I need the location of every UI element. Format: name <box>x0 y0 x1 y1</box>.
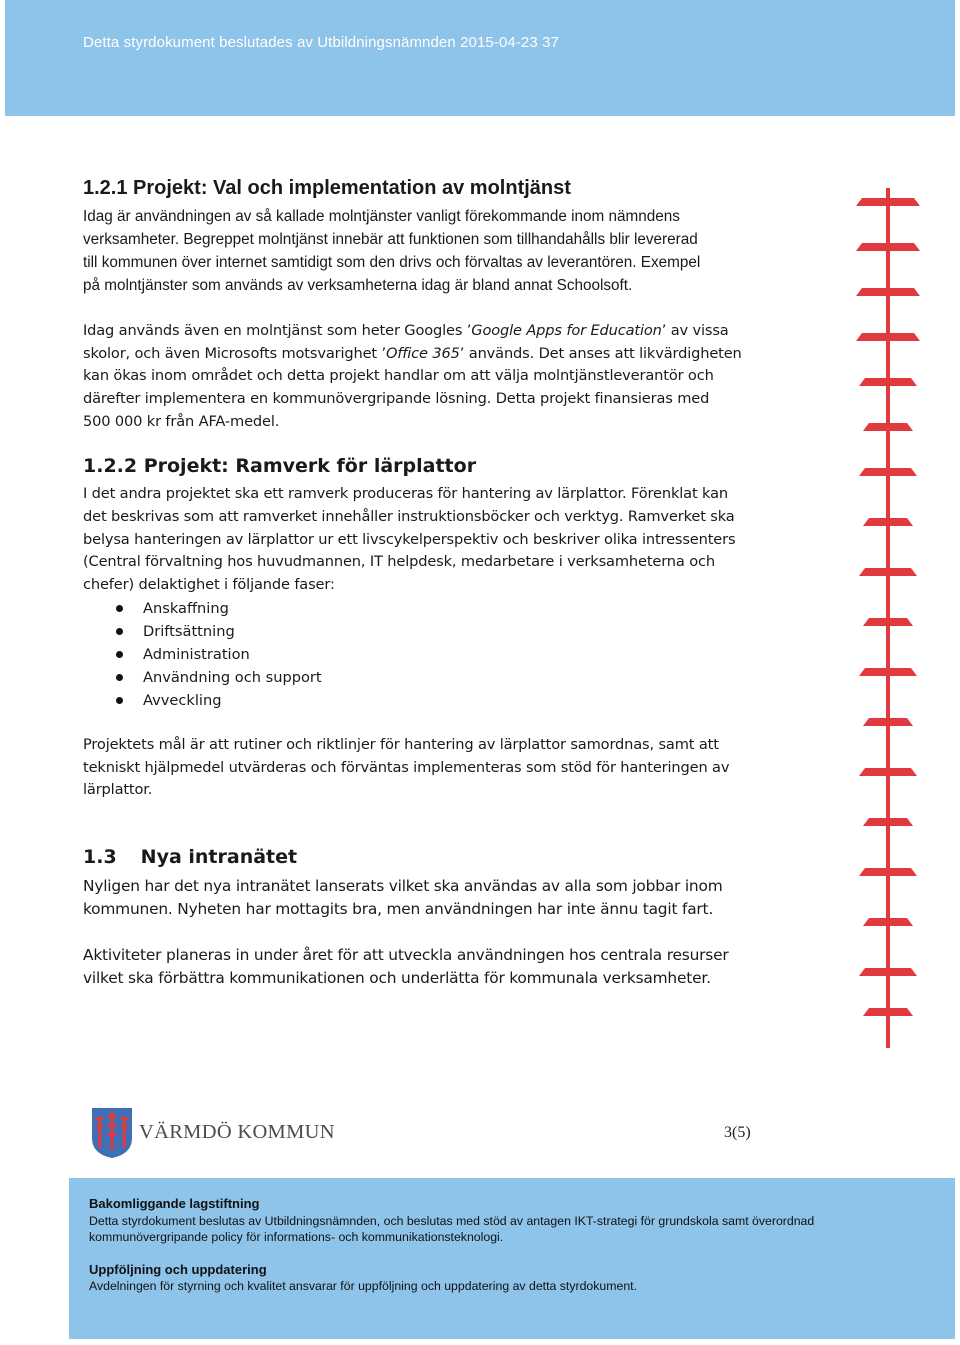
footer-content <box>89 1196 889 1295</box>
list-item: Användning och support <box>83 666 773 689</box>
section-heading-13: 1.3 Nya intranätet <box>83 845 298 868</box>
tower-crossbar <box>856 198 920 206</box>
tower-crossbar <box>856 333 920 341</box>
varmdo-kommun-logo <box>92 1108 342 1158</box>
tower-crossbar <box>856 243 920 251</box>
tower-crossbar <box>863 918 913 926</box>
footer-heading-followup: Uppföljning och uppdatering <box>89 1261 267 1277</box>
tower-crossbar <box>863 518 913 526</box>
tower-crossbar <box>863 718 913 726</box>
tower-crossbar <box>863 1008 913 1016</box>
section-122-paragraph-1: I det andra projektet ska ett ramverk produceras för hantering av lärplattor. Förenklat kan det beskrivas som att ramverket innehåller instruktionsböcker och verktyg. Ramverket ska belysa hanteringen av lärplattor ur ett livscykelperspektiv och beskriver olika intressenters (Central förvaltning hos huvudmannen, IT helpdesk, medarbetare i verksamheterna och chefer) delaktighet i följande faser: <box>83 485 736 594</box>
tower-crossbar <box>859 568 917 576</box>
header-band <box>5 0 955 116</box>
page-number: 3(5) <box>724 1124 751 1141</box>
list-item: Avveckling <box>83 689 773 712</box>
main-content <box>83 176 773 990</box>
footer-band <box>69 1178 955 1339</box>
header-text: Detta styrdokument beslutades av Utbildningsnämnden 2015-04-23 37 <box>83 34 559 51</box>
tower-crossbar <box>863 618 913 626</box>
section-121-paragraph-1: Idag är användningen av så kallade molntjänster vanligt förekommande inom nämndens verksamheter. Begreppet molntjänst innebär att funktionen som tillhandahålls blir levererad till kommunen över internet samtidigt som den drivs och förvaltas av leverantören. Exempel på molntjänster som används av verksamheterna idag är bland annat Schoolsoft. <box>83 208 701 294</box>
section-121-paragraph-2: Idag används även en molntjänst som heter Googles ’Google Apps for Education’ av vissa skolor, och även Microsofts motsvarighet ’Office 365’ används. Det anses att likvärdigheten kan ökas inom området och detta projekt handlar om att välja molntjänstleverantör och därefter implementera en kommunövergripande lösning. Detta projekt finansieras med 500 000 kr från AFA-medel. <box>83 322 742 430</box>
logo-text: VÄRMDÖ KOMMUN <box>139 1121 335 1143</box>
phase-list <box>83 597 773 712</box>
coat-of-arms-icon <box>92 1108 132 1158</box>
section-heading-121: 1.2.1 Projekt: Val och implementation av molntjänst <box>83 177 571 199</box>
tower-crossbar <box>863 818 913 826</box>
footer-heading-legislation: Bakomliggande lagstiftning <box>89 1196 260 1211</box>
list-item: Administration <box>83 643 773 666</box>
footer-text-followup: Avdelningen för styrning och kvalitet ansvarar för uppföljning och uppdatering av detta styrdokument. <box>89 1279 637 1293</box>
section-122-paragraph-2: Projektets mål är att rutiner och riktlinjer för hantering av lärplattor samordnas, samt att tekniskt hjälpmedel utvärderas och förväntas implementeras som stöd för hanteringen av lärplattor. <box>83 735 730 799</box>
tower-crossbar <box>859 968 917 976</box>
tower-crossbar <box>856 288 920 296</box>
footer-text-legislation: Detta styrdokument beslutas av Utbildningsnämnden, och beslutas med stöd av antagen IKT-strategi för grundskola samt överordnad kommunövergripande policy för informations- och kommunikationsteknologi. <box>89 1213 815 1244</box>
section-13-paragraph-2: Aktiviteter planeras in under året för att utveckla användningen hos centrala resurser vilket ska förbättra kommunikationen och underlätta för kommunala verksamheter. <box>83 945 729 987</box>
tower-crossbar <box>859 668 917 676</box>
tower-crossbar <box>859 868 917 876</box>
list-item: Driftsättning <box>83 620 773 643</box>
tower-crossbar <box>863 423 913 431</box>
tower-graphic <box>852 188 922 1048</box>
tower-crossbar <box>859 378 917 386</box>
tower-crossbar <box>859 468 917 476</box>
section-13-paragraph-1: Nyligen har det nya intranätet lanserats vilket ska användas av alla som jobbar inom kommunen. Nyheten har mottagits bra, men användningen har inte ännu tagit fart. <box>83 876 723 918</box>
section-heading-122: 1.2.2 Projekt: Ramverk för lärplattor <box>83 454 477 477</box>
tower-crossbar <box>859 768 917 776</box>
list-item: Anskaffning <box>83 597 773 620</box>
